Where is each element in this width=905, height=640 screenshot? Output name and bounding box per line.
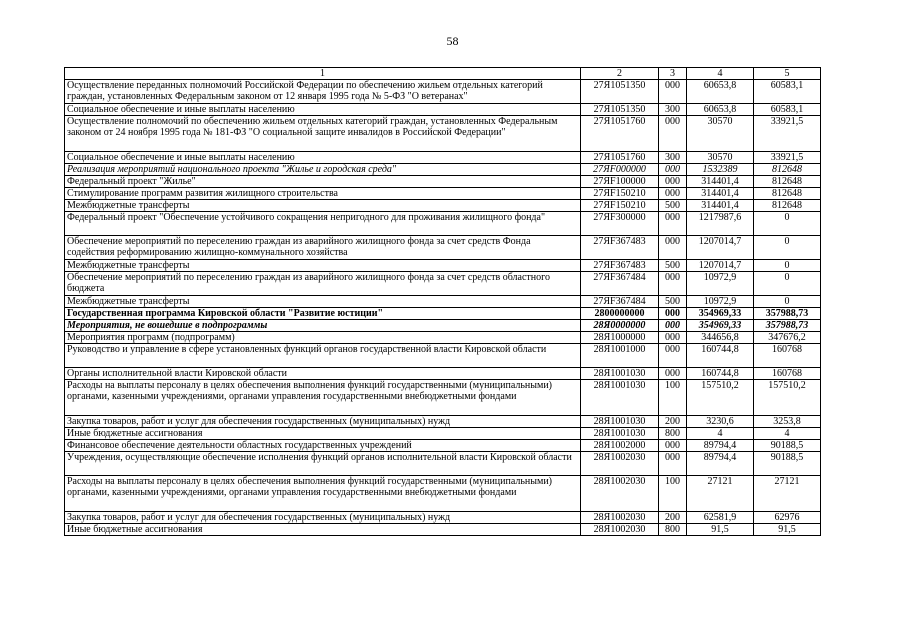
- row-name-cell: Мероприятия программ (подпрограмм): [65, 332, 581, 344]
- row-type-cell: 500: [659, 296, 687, 308]
- row-value-1-cell: 60653,8: [687, 104, 754, 116]
- row-name-cell: Осуществление переданных полномочий Российской Федерации по обеспечению жильем отдельных категорий граждан, установленных Федеральным законом от 12 января 1995 года № 5-ФЗ "О ветеранах": [65, 80, 581, 104]
- row-value-1-cell: 10972,9: [687, 296, 754, 308]
- row-code-cell: 27Я1051760: [581, 152, 659, 164]
- row-name-cell: Осуществление полномочий по обеспечению жильем отдельных категорий граждан, установленных Федеральным законом от 24 ноября 1995 года № 181-ФЗ "О социальной защите инвалидов в Российской Федерации": [65, 116, 581, 152]
- row-type-cell: 300: [659, 104, 687, 116]
- table-row: [65, 176, 821, 188]
- row-name-cell: Финансовое обеспечение деятельности областных государственных учреждений: [65, 440, 581, 452]
- row-value-2-cell: 0: [754, 296, 821, 308]
- table-row: [65, 236, 821, 260]
- row-value-1-cell: 1207014,7: [687, 260, 754, 272]
- row-name-cell: Обеспечение мероприятий по переселению граждан из аварийного жилищного фонда за счет средств областного бюджета: [65, 272, 581, 296]
- row-name-cell: Стимулирование программ развития жилищного строительства: [65, 188, 581, 200]
- table-row: [65, 440, 821, 452]
- row-name-cell: Межбюджетные трансферты: [65, 296, 581, 308]
- table-header-row: [65, 68, 821, 80]
- row-value-1-cell: 89794,4: [687, 452, 754, 476]
- row-type-cell: 800: [659, 428, 687, 440]
- row-value-1-cell: 91,5: [687, 524, 754, 536]
- row-type-cell: 000: [659, 80, 687, 104]
- row-code-cell: 27ЯF100000: [581, 176, 659, 188]
- row-code-cell: 27ЯF300000: [581, 212, 659, 236]
- row-name-cell: Руководство и управление в сфере установленных функций органов государственной власти Кировской области: [65, 344, 581, 368]
- row-type-cell: 000: [659, 308, 687, 320]
- row-code-cell: 28Я1002000: [581, 440, 659, 452]
- row-name-cell: Расходы на выплаты персоналу в целях обеспечения выполнения функций государственными (муниципальными) органами, казенными учреждениями, органами управления государственными внебюджетными фондами: [65, 476, 581, 512]
- row-type-cell: 000: [659, 176, 687, 188]
- row-value-2-cell: 33921,5: [754, 116, 821, 152]
- row-name-cell: Мероприятия, не вошедшие в подпрограммы: [65, 320, 581, 332]
- row-value-1-cell: 314401,4: [687, 176, 754, 188]
- row-code-cell: 27Я1051350: [581, 80, 659, 104]
- row-type-cell: 000: [659, 452, 687, 476]
- table-row: [65, 164, 821, 176]
- row-value-1-cell: 354969,33: [687, 308, 754, 320]
- table-row: [65, 512, 821, 524]
- row-value-2-cell: 812648: [754, 188, 821, 200]
- row-value-1-cell: 344656,8: [687, 332, 754, 344]
- table-row: [65, 524, 821, 536]
- row-value-1-cell: 62581,9: [687, 512, 754, 524]
- row-type-cell: 200: [659, 512, 687, 524]
- table-row: [65, 188, 821, 200]
- row-name-cell: Межбюджетные трансферты: [65, 200, 581, 212]
- row-type-cell: 000: [659, 212, 687, 236]
- row-name-cell: Органы исполнительной власти Кировской области: [65, 368, 581, 380]
- table-row: [65, 296, 821, 308]
- row-name-cell: Обеспечение мероприятий по переселению граждан из аварийного жилищного фонда за счет средств Фонда содействия реформированию жилищно-коммунального хозяйства: [65, 236, 581, 260]
- row-name-cell: Социальное обеспечение и иные выплаты населению: [65, 104, 581, 116]
- row-value-2-cell: 812648: [754, 164, 821, 176]
- row-value-2-cell: 160768: [754, 344, 821, 368]
- table-row: [65, 104, 821, 116]
- row-type-cell: 000: [659, 188, 687, 200]
- row-value-2-cell: 60583,1: [754, 80, 821, 104]
- row-value-1-cell: 3230,6: [687, 416, 754, 428]
- table-row: [65, 272, 821, 296]
- row-code-cell: 28Я1000000: [581, 332, 659, 344]
- row-name-cell: Федеральный проект "Жилье": [65, 176, 581, 188]
- budget-table: [64, 67, 821, 536]
- row-name-cell: Иные бюджетные ассигнования: [65, 428, 581, 440]
- table-row: [65, 416, 821, 428]
- row-type-cell: 100: [659, 476, 687, 512]
- row-code-cell: 27ЯF000000: [581, 164, 659, 176]
- table-row: [65, 212, 821, 236]
- page-number: 58: [446, 34, 459, 48]
- row-code-cell: 28Я1002030: [581, 476, 659, 512]
- table-row: [65, 344, 821, 368]
- row-code-cell: 28Я1002030: [581, 512, 659, 524]
- row-type-cell: 000: [659, 320, 687, 332]
- table-row: [65, 428, 821, 440]
- table-row: [65, 476, 821, 512]
- row-value-2-cell: 27121: [754, 476, 821, 512]
- row-value-1-cell: 354969,33: [687, 320, 754, 332]
- row-code-cell: 28Я0000000: [581, 320, 659, 332]
- row-name-cell: Закупка товаров, работ и услуг для обеспечения государственных (муниципальных) нужд: [65, 416, 581, 428]
- row-code-cell: 27Я1051350: [581, 104, 659, 116]
- row-name-cell: Межбюджетные трансферты: [65, 260, 581, 272]
- row-value-2-cell: 4: [754, 428, 821, 440]
- row-value-1-cell: 89794,4: [687, 440, 754, 452]
- row-type-cell: 500: [659, 260, 687, 272]
- header-cell-name: 1: [65, 68, 581, 80]
- row-value-2-cell: 357988,73: [754, 320, 821, 332]
- row-value-2-cell: 0: [754, 272, 821, 296]
- row-type-cell: 200: [659, 416, 687, 428]
- row-type-cell: 000: [659, 344, 687, 368]
- table-row: [65, 200, 821, 212]
- table-row: [65, 152, 821, 164]
- row-type-cell: 300: [659, 152, 687, 164]
- header-cell-value-1: 4: [687, 68, 754, 80]
- row-name-cell: Реализация мероприятий национального проекта "Жилье и городская среда": [65, 164, 581, 176]
- row-code-cell: 28Я1001030: [581, 368, 659, 380]
- row-code-cell: 27ЯF367484: [581, 296, 659, 308]
- row-name-cell: Социальное обеспечение и иные выплаты населению: [65, 152, 581, 164]
- row-name-cell: Расходы на выплаты персоналу в целях обеспечения выполнения функций государственными (муниципальными) органами, казенными учреждениями, органами управления государственными внебюджетными фондами: [65, 380, 581, 416]
- header-cell-code: 2: [581, 68, 659, 80]
- row-type-cell: 000: [659, 332, 687, 344]
- row-type-cell: 000: [659, 440, 687, 452]
- row-type-cell: 500: [659, 200, 687, 212]
- row-name-cell: Иные бюджетные ассигнования: [65, 524, 581, 536]
- row-code-cell: 28Я1002030: [581, 452, 659, 476]
- row-name-cell: Учреждения, осуществляющие обеспечение исполнения функций органов исполнительной власти Кировской области: [65, 452, 581, 476]
- row-value-1-cell: 30570: [687, 116, 754, 152]
- table-row: [65, 320, 821, 332]
- row-value-2-cell: 157510,2: [754, 380, 821, 416]
- row-value-1-cell: 1207014,7: [687, 236, 754, 260]
- row-value-1-cell: 30570: [687, 152, 754, 164]
- row-type-cell: 000: [659, 368, 687, 380]
- row-value-1-cell: 4: [687, 428, 754, 440]
- row-type-cell: 100: [659, 380, 687, 416]
- row-value-1-cell: 10972,9: [687, 272, 754, 296]
- table-row: [65, 380, 821, 416]
- row-type-cell: 000: [659, 272, 687, 296]
- row-value-2-cell: 812648: [754, 200, 821, 212]
- table-row: [65, 332, 821, 344]
- row-value-2-cell: 33921,5: [754, 152, 821, 164]
- row-name-cell: Государственная программа Кировской области "Развитие юстиции": [65, 308, 581, 320]
- row-value-1-cell: 1532389: [687, 164, 754, 176]
- row-value-1-cell: 60653,8: [687, 80, 754, 104]
- table-row: [65, 368, 821, 380]
- row-value-1-cell: 160744,8: [687, 344, 754, 368]
- row-value-2-cell: 90188,5: [754, 452, 821, 476]
- table-row: [65, 116, 821, 152]
- header-cell-value-2: 5: [754, 68, 821, 80]
- row-value-2-cell: 62976: [754, 512, 821, 524]
- row-type-cell: 000: [659, 164, 687, 176]
- row-value-1-cell: 1217987,6: [687, 212, 754, 236]
- row-value-1-cell: 314401,4: [687, 200, 754, 212]
- row-code-cell: 27ЯF367483: [581, 260, 659, 272]
- row-code-cell: 28Я1001030: [581, 380, 659, 416]
- row-name-cell: Закупка товаров, работ и услуг для обеспечения государственных (муниципальных) нужд: [65, 512, 581, 524]
- row-code-cell: 27ЯF150210: [581, 188, 659, 200]
- row-code-cell: 27ЯF150210: [581, 200, 659, 212]
- row-value-2-cell: 90188,5: [754, 440, 821, 452]
- row-code-cell: 27Я1051760: [581, 116, 659, 152]
- row-value-1-cell: 157510,2: [687, 380, 754, 416]
- table-row: [65, 308, 821, 320]
- row-value-2-cell: 160768: [754, 368, 821, 380]
- row-code-cell: 28Я1001000: [581, 344, 659, 368]
- row-value-2-cell: 91,5: [754, 524, 821, 536]
- row-name-cell: Федеральный проект "Обеспечение устойчивого сокращения непригодного для проживания жилищного фонда": [65, 212, 581, 236]
- row-value-1-cell: 314401,4: [687, 188, 754, 200]
- row-value-2-cell: 812648: [754, 176, 821, 188]
- row-code-cell: 27ЯF367483: [581, 236, 659, 260]
- row-value-2-cell: 60583,1: [754, 104, 821, 116]
- row-code-cell: 28Я1001030: [581, 416, 659, 428]
- row-value-2-cell: 0: [754, 236, 821, 260]
- table-row: [65, 260, 821, 272]
- row-code-cell: 28Я1001030: [581, 428, 659, 440]
- row-code-cell: 28Я1002030: [581, 524, 659, 536]
- row-type-cell: 800: [659, 524, 687, 536]
- row-value-2-cell: 347676,2: [754, 332, 821, 344]
- row-value-2-cell: 357988,73: [754, 308, 821, 320]
- row-value-2-cell: 0: [754, 260, 821, 272]
- row-value-1-cell: 160744,8: [687, 368, 754, 380]
- row-value-2-cell: 3253,8: [754, 416, 821, 428]
- row-value-1-cell: 27121: [687, 476, 754, 512]
- row-type-cell: 000: [659, 236, 687, 260]
- row-value-2-cell: 0: [754, 212, 821, 236]
- row-type-cell: 000: [659, 116, 687, 152]
- row-code-cell: 2800000000: [581, 308, 659, 320]
- header-cell-type: 3: [659, 68, 687, 80]
- table-row: [65, 452, 821, 476]
- row-code-cell: 27ЯF367484: [581, 272, 659, 296]
- table-row: [65, 80, 821, 104]
